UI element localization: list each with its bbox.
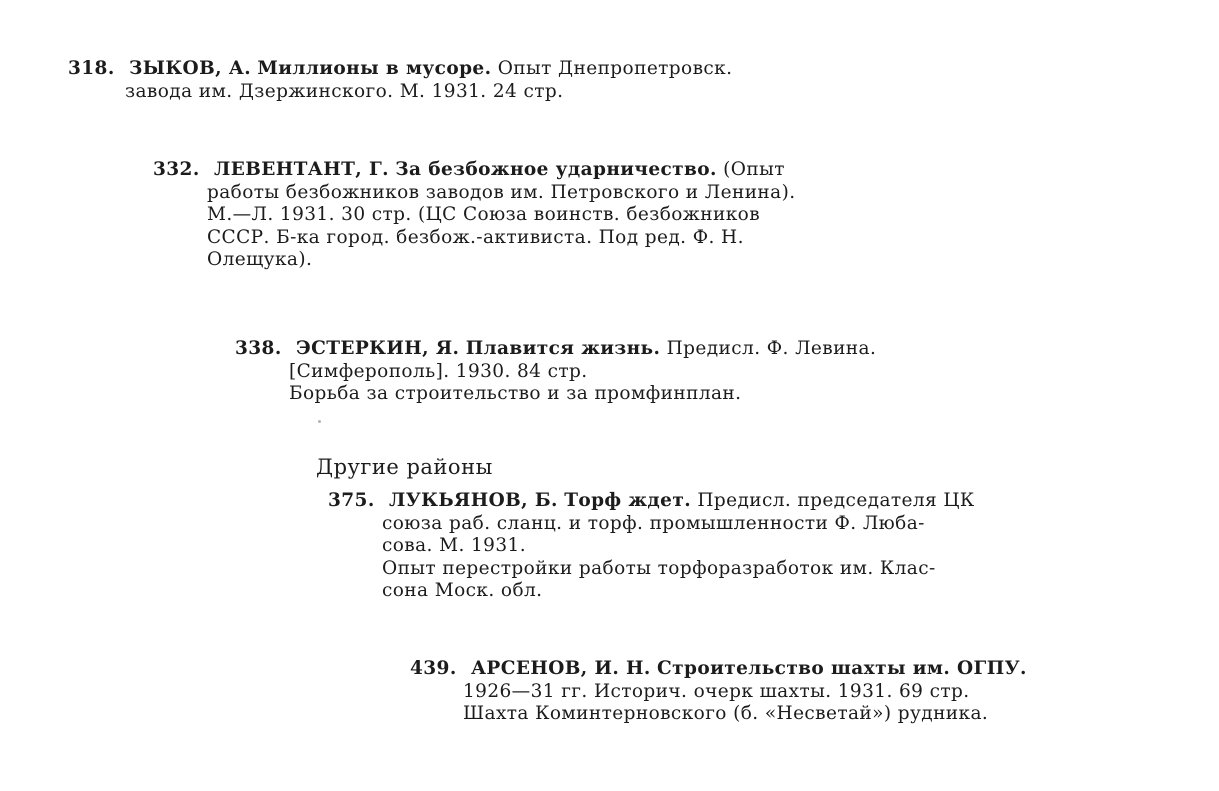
entry-line: 1926—31 гг. Историч. очерк шахты. 1931. 69 стр. [463, 680, 970, 702]
entry-line: [Симферополь]. 1930. 84 стр. [289, 360, 588, 382]
entry-title: Миллионы в мусоре. [257, 58, 492, 79]
scan-speck [318, 420, 321, 423]
entry-title: Строительство шахты им. ОГПУ. [657, 658, 1027, 679]
entry-author: ЭСТЕРКИН, Я. [295, 338, 460, 359]
entry-title: Плавится жизнь. [465, 338, 661, 359]
entry-number: 338. [235, 338, 282, 359]
entry-rest: Предисл. председателя ЦК [697, 490, 975, 511]
section-heading: Другие районы [316, 455, 493, 479]
entry-line: Шахта Коминтерновского (б. «Несветай») рудника. [463, 703, 989, 724]
entry-line: М.—Л. 1931. 30 стр. (ЦС Союза воинств. безбожников [207, 204, 761, 225]
entry-line: Борьба за строительство и за промфинплан. [289, 383, 742, 404]
entry-number: 332. [153, 159, 200, 180]
entry-rest: (Опыт [723, 159, 785, 180]
entry-first-line [410, 658, 1027, 681]
entry-338 [235, 338, 876, 406]
entry-title: За безбожное ударничество. [395, 159, 717, 180]
entry-number: 375. [328, 490, 375, 511]
entry-author: ЛЕВЕНТАНТ, Г. [213, 159, 390, 180]
entry-first-line [328, 490, 975, 513]
entry-rest: Опыт Днепропетровск. [497, 58, 733, 79]
entry-first-line [235, 338, 876, 361]
entry-first-line [68, 58, 732, 81]
entry-first-line [153, 159, 796, 182]
entry-author: ЗЫКОВ, А. [128, 58, 252, 79]
entry-rest: Предисл. Ф. Левина. [666, 338, 877, 359]
entry-line: Опыт перестройки работы торфоразработок им. Клас- [382, 557, 936, 579]
entry-number: 439. [410, 658, 457, 679]
entry-line: сова. М. 1931. [382, 535, 526, 556]
entry-title: Торф ждет. [564, 490, 692, 511]
entry-line: союза раб. сланц. и торф. промышленности Ф. Люба- [382, 512, 925, 534]
entry-author: АРСЕНОВ, И. Н. [470, 658, 651, 679]
entry-332 [153, 159, 796, 272]
entry-line: завода им. Дзержинского. М. 1931. 24 стр. [125, 80, 564, 102]
entry-line: работы безбожников заводов им. Петровского и Ленина). [207, 181, 796, 203]
entry-line: сона Моск. обл. [382, 580, 543, 601]
entry-line: Олещука). [207, 249, 313, 270]
entry-number: 318. [68, 58, 115, 79]
entry-line: СССР. Б-ка город. безбож.-активиста. Под ред. Ф. Н. [207, 226, 744, 248]
entry-author: ЛУКЬЯНОВ, Б. [388, 490, 558, 511]
entry-439 [410, 658, 1027, 726]
entry-375 [328, 490, 975, 603]
entry-318 [68, 58, 732, 103]
